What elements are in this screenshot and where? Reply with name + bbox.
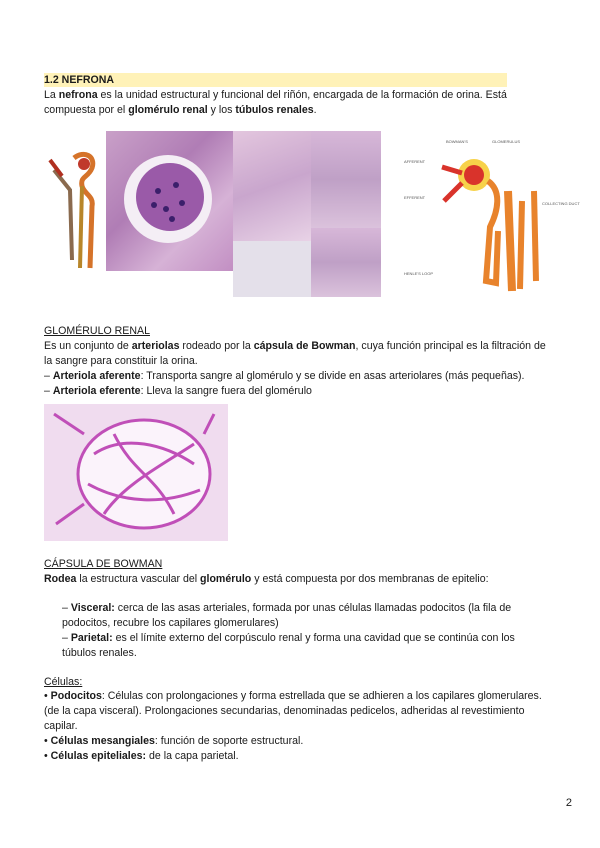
label-glomerulus: GLOMERULUS xyxy=(492,139,521,144)
glomerulo-line-2: la sangre para constituir la orina. xyxy=(44,355,198,367)
page-number: 2 xyxy=(565,797,572,809)
collecting-duct-histology-image xyxy=(311,131,381,228)
glomerulo-title: GLOMÉRULO RENAL xyxy=(44,325,150,337)
visceral-item-cont: podocitos, recubre los capilares glomerulares) xyxy=(62,617,279,629)
arteriola-aferente: – Arteriola aferente: Transporta sangre al glomérulo y se divide en asas arteriolares (más pequeñas). xyxy=(44,370,525,382)
mesangiales-item: • Células mesangiales: función de soporte estructural. xyxy=(44,735,304,747)
capsula-title: CÁPSULA DE BOWMAN xyxy=(44,558,163,570)
epiteliales-item: • Células epiteliales: de la capa parietal. xyxy=(44,750,239,762)
section-heading: 1.2 NEFRONA xyxy=(44,74,115,86)
label-afferent: AFFERENT xyxy=(404,159,426,164)
intro-line-1: La nefrona es la unidad estructural y funcional del riñón, encargada de la formación de orina. Está xyxy=(44,89,507,101)
label-loop: HENLE'S LOOP xyxy=(404,271,433,276)
parietal-item-cont: túbulos renales. xyxy=(62,647,137,659)
label-bowman: BOWMAN'S xyxy=(446,139,468,144)
nephron-sketch-image xyxy=(44,150,104,276)
capsula-line-1: Rodea la estructura vascular del glomérulo y está compuesta por dos membranas de epitelio: xyxy=(44,573,489,585)
duct-detail-histology-image xyxy=(311,228,381,297)
glomerulus-histology-image xyxy=(106,131,233,271)
glomerulus-pas-stain-image xyxy=(44,404,228,541)
label-efferent: EFFERENT xyxy=(404,195,426,200)
glomerulo-line-1: Es un conjunto de arteriolas rodeado por la cápsula de Bowman, cuya función principal es la filtración de xyxy=(44,340,546,352)
parietal-item: – Parietal: es el límite externo del corpúsculo renal y forma una cavidad que se continúa con los xyxy=(62,632,515,644)
label-collecting: COLLECTING DUCT xyxy=(542,201,580,206)
podocitos-item: • Podocitos: Células con prolongaciones y forma estrellada que se adhieren a los capilares glomerulares. xyxy=(44,690,542,702)
nephron-labeled-diagram xyxy=(402,131,580,301)
tubule-histology-image xyxy=(233,131,311,241)
intro-line-2: compuesta por el glomérulo renal y los túbulos renales. xyxy=(44,104,317,116)
celulas-title: Células: xyxy=(44,676,83,688)
podocitos-cont-1: (de la capa visceral). Prolongaciones secundarias, denominadas pedicelos, adheridas al revestimiento xyxy=(44,705,525,717)
arteriola-eferente: – Arteriola eferente: Lleva la sangre fuera del glomérulo xyxy=(44,385,312,397)
loop-histology-image xyxy=(233,241,311,297)
podocitos-cont-2: capilar. xyxy=(44,720,78,732)
visceral-item: – Visceral: cerca de las asas arteriales, formada por unas células llamadas podocitos (la fila de xyxy=(62,602,512,614)
